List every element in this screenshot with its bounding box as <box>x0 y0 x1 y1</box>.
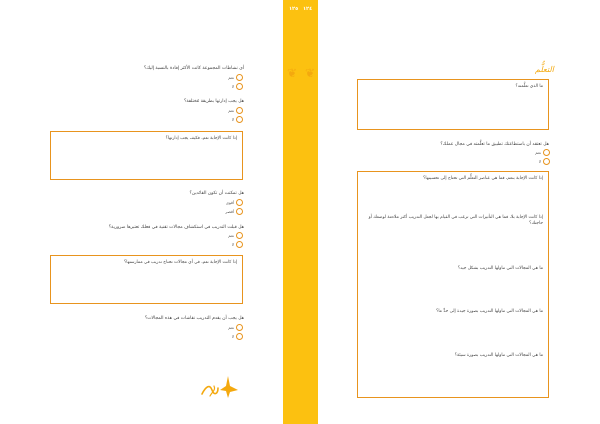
option-label: لا <box>231 242 234 247</box>
radio-button[interactable] <box>236 232 243 239</box>
calligraphy-ornament-icon <box>198 372 246 400</box>
option-label: نعم <box>228 325 234 330</box>
group-activities-question: أي نشاطات المجموعة كانت الأكثر إفادة بالنسبة إليك؟ <box>143 66 244 71</box>
page-number-right: ١٢٤ <box>303 6 313 12</box>
option-yes[interactable] <box>535 149 550 156</box>
box-question: إذا كانت الإجابة نعم، في أي مجالات تحتاج تدريب في ممارستها؟ <box>124 260 237 265</box>
learned-answer-box[interactable] <box>357 79 549 130</box>
box-question: ما الذي تعلَّمته؟ <box>515 84 543 89</box>
radio-button[interactable] <box>236 333 243 340</box>
option-label: نعم <box>228 233 234 238</box>
radio-button[interactable] <box>236 241 243 248</box>
radio-button[interactable] <box>236 107 243 114</box>
radio-button[interactable] <box>236 324 243 331</box>
option-no[interactable] <box>232 83 243 90</box>
option-stronger[interactable] <box>226 199 243 206</box>
box-question: إذا كانت الإجابة نعم، فكيف يجب إدارتها؟ <box>165 136 237 141</box>
box-question: إذا كانت الإجابة بنعم، فما هي عناصر التعلُّم التي تحتاج إلى تحسينها؟ <box>423 176 543 181</box>
ornament-icon: ❦ <box>305 66 316 80</box>
radio-button[interactable] <box>236 208 243 215</box>
learning-details-box[interactable] <box>357 171 549 398</box>
radio-button[interactable] <box>236 116 243 123</box>
option-label: نعم <box>228 75 234 80</box>
option-label: لا <box>538 159 541 164</box>
option-label: لا <box>231 117 234 122</box>
section-title: التعلُّم <box>535 65 554 74</box>
page-number-left: ١٢٥ <box>289 6 299 12</box>
option-yes[interactable] <box>228 324 243 331</box>
explore-areas-question: هل قبلت التدريب في استكشاف مجالات تقنية في فعلك تعتبرها ضرورية؟ <box>108 225 244 230</box>
radio-button[interactable] <box>543 149 550 156</box>
option-label: أقصر <box>225 209 234 214</box>
radio-button[interactable] <box>543 158 550 165</box>
manage-differently-question: هل يجب إدارتها بطريقة مُختلفة؟ <box>183 99 244 104</box>
ornament-icon: ❦ <box>287 66 298 80</box>
option-shorter[interactable] <box>225 208 243 215</box>
box-question: ما هي المجالات التي تناولها التدريب بشكل جيد؟ <box>457 266 543 271</box>
how-to-manage-answer-box[interactable] <box>50 131 243 180</box>
option-label: نعم <box>535 150 541 155</box>
option-yes[interactable] <box>228 232 243 239</box>
option-no[interactable] <box>232 241 243 248</box>
discussions-question: هل يجب أن يقدم التدريب نقاشات في هذه المجالات؟ <box>144 316 244 321</box>
box-question: ما هي المجالات التي تناولها التدريب بصورة سيئة؟ <box>454 353 543 358</box>
option-label: لا <box>231 334 234 339</box>
leaders-question: هل تمكنت أن تكون القائدين؟ <box>189 191 244 196</box>
option-yes[interactable] <box>228 107 243 114</box>
spine-band <box>283 0 318 424</box>
option-label: نعم <box>228 108 234 113</box>
apply-question: هل تعتقد أن باستطاعتك تطبيق ما تعلَّمته في مجال عملك؟ <box>440 142 549 147</box>
option-no[interactable] <box>232 333 243 340</box>
option-label: أقوى <box>225 200 234 205</box>
box-question: ما هي المجالات التي تناولها التدريب بصورة جيدة إلى حدٍّ ما؟ <box>436 309 543 314</box>
option-label: لا <box>231 84 234 89</box>
radio-button[interactable] <box>236 83 243 90</box>
option-no[interactable] <box>539 158 550 165</box>
training-areas-answer-box[interactable] <box>50 255 243 304</box>
radio-button[interactable] <box>236 199 243 206</box>
option-yes[interactable] <box>228 74 243 81</box>
option-no[interactable] <box>232 116 243 123</box>
box-question: إذا كانت الإجابة بلا، فما هي التأثيرات التي ترغب في القيام بها لجعل التدريب أكثر ملاءمة لوضعك أو حاجتك؟ <box>368 215 543 227</box>
radio-button[interactable] <box>236 74 243 81</box>
